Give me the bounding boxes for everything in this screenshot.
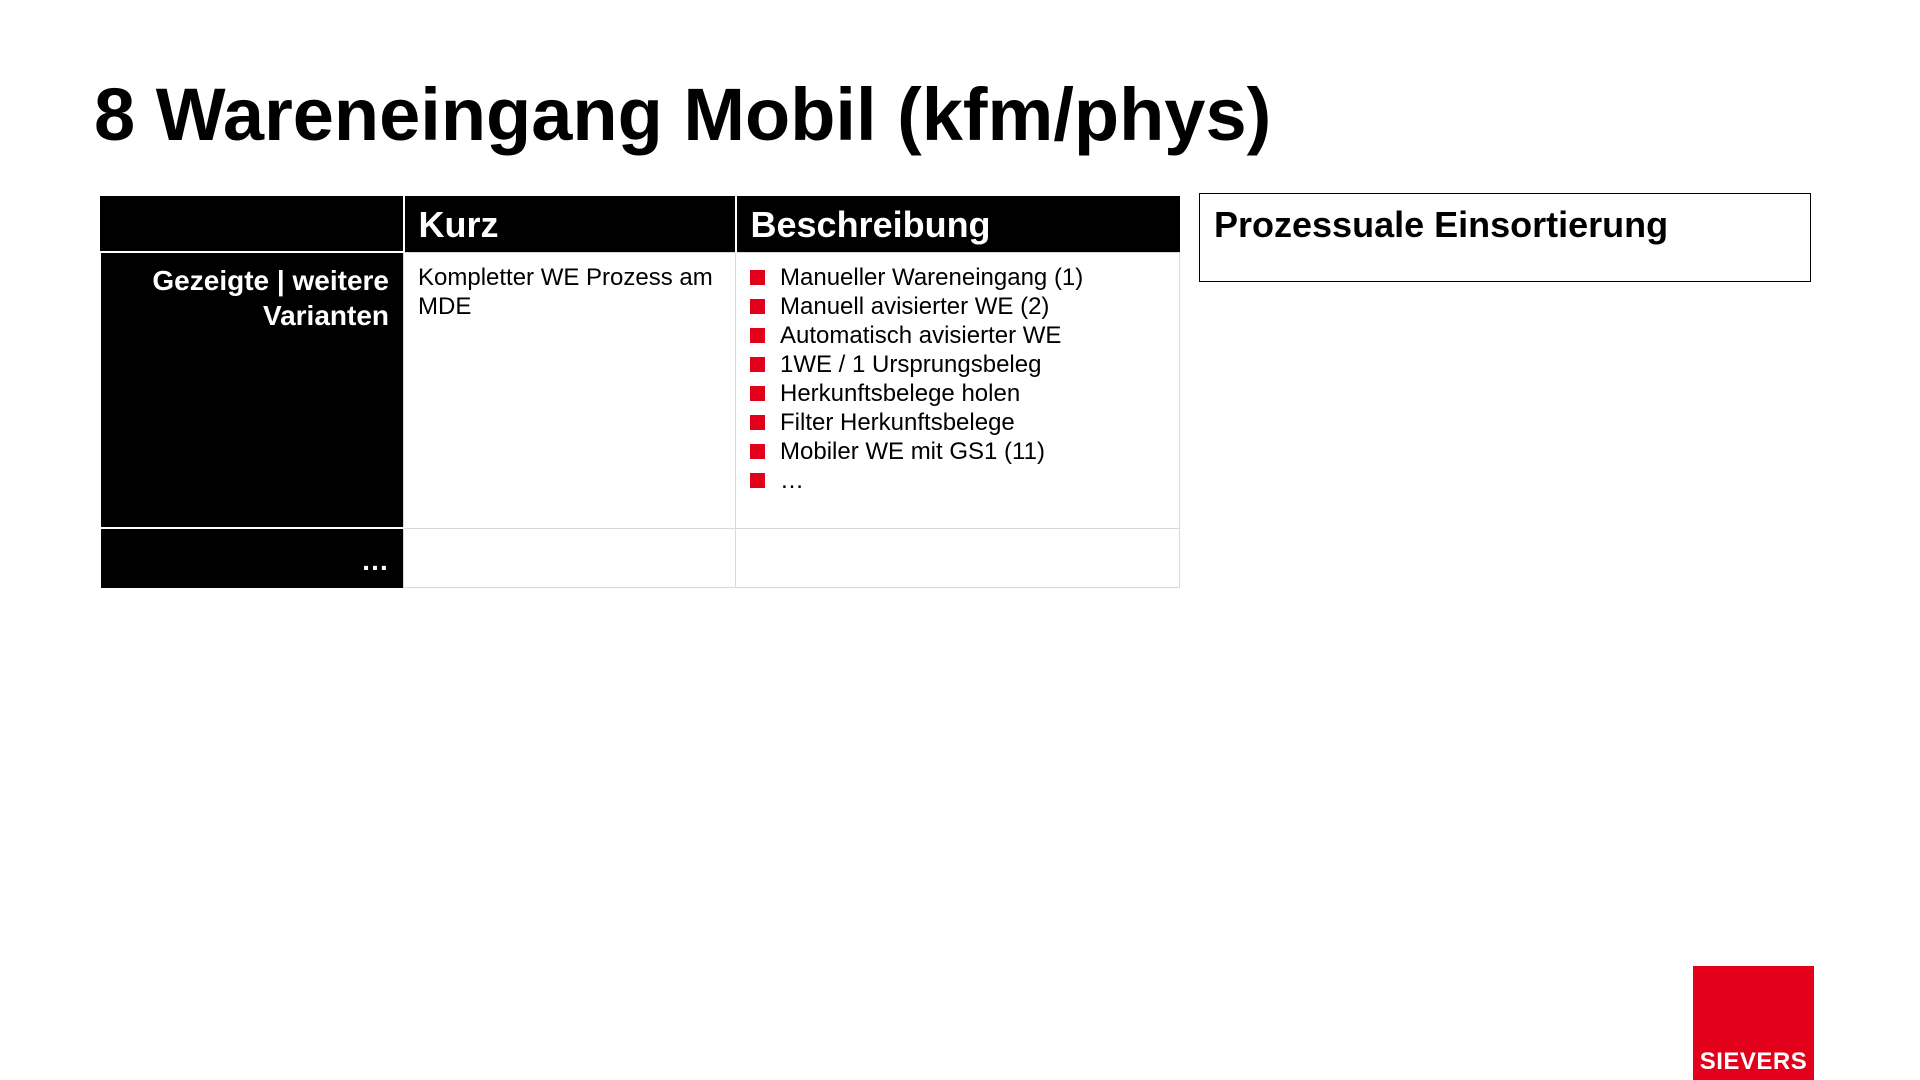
table-header-kurz: Kurz — [404, 196, 736, 252]
row-label-varianten — [101, 252, 404, 528]
list-item: 1WE / 1 Ursprungsbeleg — [750, 350, 1165, 379]
process-box-title: Prozessuale Einsortierung — [1214, 204, 1669, 245]
kurz-text: Kompletter WE Prozess am MDE — [418, 263, 713, 320]
logo-text: SIEVERS — [1699, 1048, 1808, 1075]
row-label-text: Gezeigte | weitere Varianten — [152, 265, 389, 331]
variants-table — [100, 196, 1180, 588]
list-item: Manueller Wareneingang (1) — [750, 263, 1165, 292]
beschreibung-cell — [736, 252, 1180, 528]
list-item: Automatisch avisierter WE — [750, 321, 1165, 350]
table-header-empty — [101, 196, 404, 252]
beschreibung-cell — [736, 528, 1180, 588]
process-box — [1199, 193, 1811, 282]
list-item: Manuell avisierter WE (2) — [750, 292, 1165, 321]
sievers-logo — [1693, 966, 1814, 1080]
list-item: … — [750, 466, 1165, 495]
page-title: 8 Wareneingang Mobil (kfm/phys) — [94, 73, 1272, 156]
list-item: Herkunftsbelege holen — [750, 379, 1165, 408]
table-header-row — [101, 196, 1180, 252]
list-item: Filter Herkunftsbelege — [750, 408, 1165, 437]
kurz-cell — [404, 528, 736, 588]
table-header-beschreibung: Beschreibung — [736, 196, 1180, 252]
kurz-cell — [404, 252, 736, 528]
table-row — [101, 252, 1180, 528]
row-label-text: … — [361, 545, 389, 576]
row-label-ellipsis — [101, 528, 404, 588]
list-item: Mobiler WE mit GS1 (11) — [750, 437, 1165, 466]
beschreibung-list — [750, 263, 1165, 495]
table-row — [101, 528, 1180, 588]
